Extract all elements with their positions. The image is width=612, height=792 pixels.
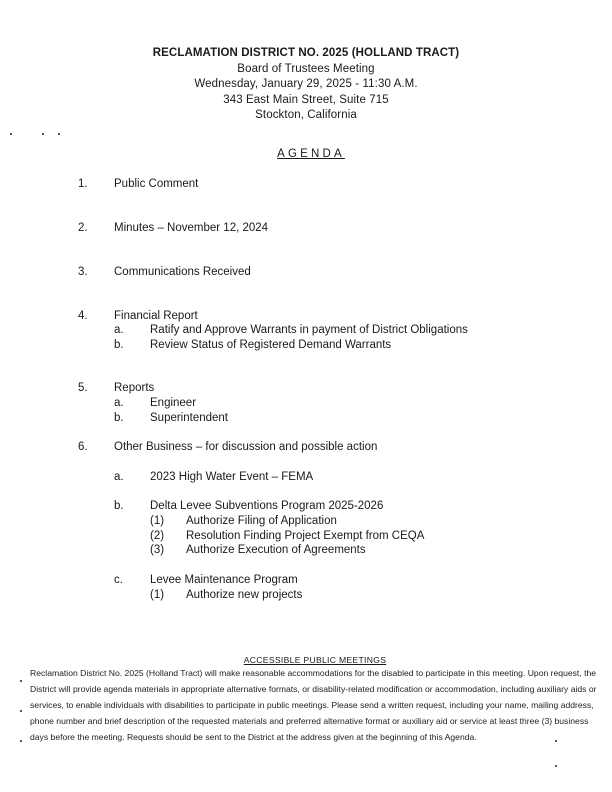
meeting-city: Stockton, California — [255, 109, 357, 121]
subsubitem-label: Resolution Finding Project Exempt from CEQA — [186, 530, 425, 542]
accessible-meetings-notice: Reclamation District No. 2025 (Holland Tract) will make reasonable accommodations for the disabled to participate in this meeting. Upon request, the District will provide agenda materials in appropriate alternative formats, or disability-related modification or accommodation, including auxiliary aids or services, to enable individuals with disabilities to participate in public meetings. Please send a written request, including your name, mailing address, phone number and brief description of the requested materials and preferred alternative format or auxiliary aid or service at least three (3) business days before the meeting. Requests should be sent to the District at the address given at the beginning of this Agenda. — [30, 668, 597, 742]
meeting-address: 343 East Main Street, Suite 715 — [223, 93, 389, 106]
subitem-label: Review Status of Registered Demand Warrants — [150, 339, 392, 351]
scan-mark — [42, 133, 44, 135]
scan-mark — [555, 765, 557, 767]
item-label: Minutes – November 12, 2024 — [114, 222, 269, 234]
scan-mark — [20, 710, 22, 712]
subitem-letter: a. — [114, 324, 124, 336]
item-number: 4. — [78, 310, 88, 322]
item-number: 1. — [78, 178, 88, 190]
subitem-label: 2023 High Water Event – FEMA — [150, 471, 314, 483]
meeting-type: Board of Trustees Meeting — [237, 62, 375, 75]
item-number: 2. — [78, 222, 88, 234]
accessible-meetings-heading: ACCESSIBLE PUBLIC MEETINGS — [243, 655, 387, 665]
scan-mark — [58, 133, 60, 135]
scan-mark — [20, 680, 22, 682]
item-label: Public Comment — [114, 178, 199, 190]
meeting-datetime: Wednesday, January 29, 2025 - 11:30 A.M. — [194, 78, 418, 90]
meeting-header — [0, 46, 612, 124]
item-label: Other Business – for discussion and possible action — [114, 441, 378, 453]
subsubitem-label: Authorize new projects — [186, 589, 303, 601]
subsubitem-number: (1) — [150, 589, 165, 601]
subitem-letter: b. — [114, 412, 124, 424]
district-title: RECLAMATION DISTRICT NO. 2025 (HOLLAND TRACT) — [152, 47, 460, 59]
item-number: 5. — [78, 382, 88, 394]
subsubitem-number: (2) — [150, 530, 165, 542]
subitem-label: Levee Maintenance Program — [150, 574, 298, 586]
subsubitem-number: (3) — [150, 544, 165, 556]
subitem-letter: a. — [114, 471, 124, 483]
subitem-label: Delta Levee Subventions Program 2025-2026 — [150, 500, 384, 512]
subitem-label: Engineer — [150, 397, 197, 409]
scan-mark — [20, 740, 22, 742]
item-label: Reports — [114, 382, 155, 394]
subitem-letter: b. — [114, 500, 124, 512]
item-label: Financial Report — [114, 310, 198, 322]
subitem-label: Superintendent — [150, 412, 229, 424]
scan-mark — [555, 740, 557, 742]
item-number: 6. — [78, 441, 88, 453]
agenda-heading: AGENDA — [277, 148, 345, 160]
subitem-letter: a. — [114, 397, 124, 409]
subsubitem-number: (1) — [150, 515, 165, 527]
subitem-letter: c. — [114, 574, 123, 586]
item-number: 3. — [78, 266, 88, 278]
scan-mark — [10, 133, 12, 135]
subitem-label: Ratify and Approve Warrants in payment of District Obligations — [150, 324, 468, 336]
subsubitem-label: Authorize Execution of Agreements — [186, 544, 366, 556]
subitem-letter: b. — [114, 339, 124, 351]
subsubitem-label: Authorize Filing of Application — [186, 515, 337, 527]
item-label: Communications Received — [114, 266, 251, 278]
